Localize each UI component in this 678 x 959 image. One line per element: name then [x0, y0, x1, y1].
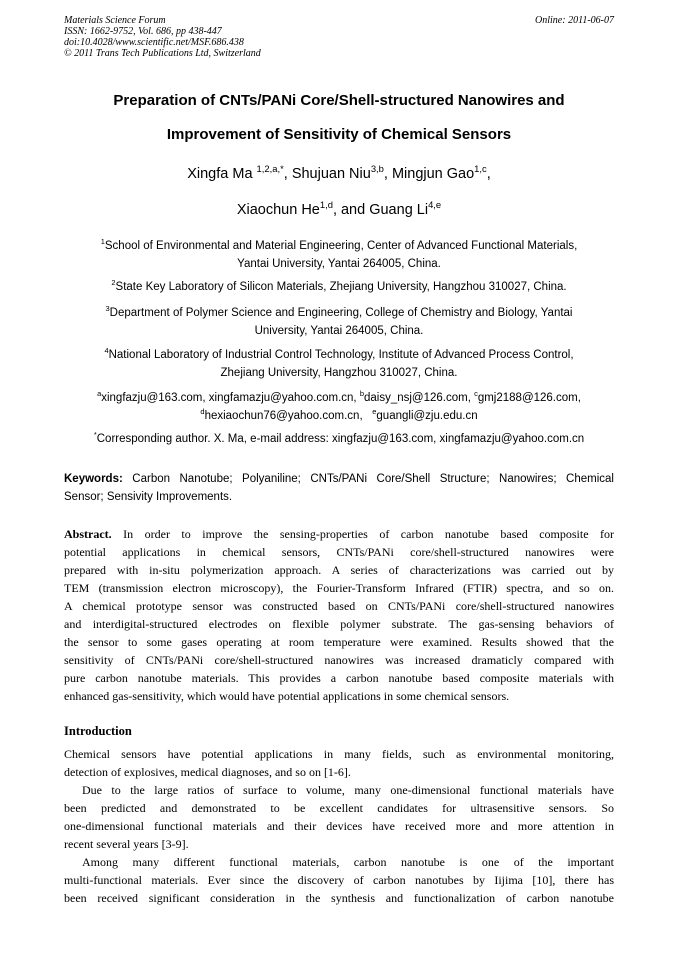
issn-line: ISSN: 1662-9752, Vol. 686, pp 438-447	[64, 26, 222, 37]
abstract-line: TEM (transmission electron microscopy), the Fourier-Transform Infrared (FTIR) spectra, and so on.	[64, 581, 614, 595]
email-superscript: c	[474, 389, 478, 399]
affiliation-4	[64, 346, 614, 382]
affiliation-text: School of Environmental and Material Engineering, Center of Advanced Functional Materials,	[104, 240, 578, 252]
introduction-paragraph-3	[64, 853, 614, 907]
paragraph-line: detection of explosives, medical diagnoses, and so on [1-6].	[64, 765, 351, 779]
affiliation-superscript: 2	[111, 278, 116, 288]
introduction-paragraph-2	[64, 781, 614, 853]
affiliation-text: Zhejiang University, Hangzhou 310027, China.	[220, 367, 458, 379]
corresponding-asterisk: *	[93, 430, 97, 440]
author-line-1	[40, 163, 638, 182]
journal-name: Materials Science Forum	[64, 15, 166, 26]
author-name: Mingjun Gao	[391, 166, 475, 182]
author-separator: ,	[283, 166, 292, 182]
abstract-line: potential applications in chemical sensors, CNTs/PANi core/shell-structured nanowires were	[64, 545, 614, 559]
keywords-text: Carbon Nanotube; Polyaniline; CNTs/PANi Core/Shell Structure; Nanowires; Chemical	[122, 473, 614, 485]
abstract-text: In order to improve the sensing-properties of carbon nanotube based composite for	[111, 527, 614, 541]
affiliation-superscript: 4	[104, 346, 109, 356]
author-superscript: 1,c	[474, 163, 487, 175]
affiliation-text: Yantai University, Yantai 264005, China.	[237, 258, 441, 270]
abstract-line: enhanced gas-sensitivity, which would have potential applications in some chemical sensors.	[64, 689, 510, 703]
affiliation-text: National Laboratory of Industrial Control Technology, Institute of Advanced Process Control,	[108, 349, 574, 361]
paragraph-line: one-dimensional functional materials and their devices have received more and more attention in	[64, 819, 614, 833]
online-date: Online: 2011-06-07	[535, 15, 614, 26]
abstract-line: sensitivity of CNTs/PANi core/shell-structured nanowires was increased dramaticly compared with	[64, 653, 614, 667]
affiliation-superscript: 3	[105, 304, 110, 314]
paragraph-line: Chemical sensors have potential applications in many fields, such as environmental monitoring,	[64, 747, 614, 761]
author-separator: ,	[383, 166, 392, 182]
abstract-line: and interdigital-structured electrodes on flexible polymer substrate. The gas-sensing behaviors of	[64, 617, 614, 631]
author-superscript: 3,b	[370, 163, 384, 175]
email-superscript: a	[97, 389, 102, 399]
paragraph-line: been predicted and demonstrated to be excellent candidates for ultrasensitive sensors. So	[64, 801, 614, 815]
author-name: Shujuan Niu	[291, 166, 371, 182]
abstract-line: pure carbon nanotube materials. This provides a carbon nanotube based composite materials with	[64, 671, 614, 685]
paper-title-line-1: Preparation of CNTs/PANi Core/Shell-structured Nanowires and	[113, 92, 565, 109]
affiliation-2	[64, 278, 614, 296]
paragraph-line: recent several years [3-9].	[64, 837, 189, 851]
copyright-line: © 2011 Trans Tech Publications Ltd, Switzerland	[64, 48, 261, 59]
paragraph-line: multi-functional materials. Ever since the discovery of carbon nanotubes by Iijima [10], there has	[64, 873, 614, 887]
abstract-line: prepared with in-situ polymerization approach. A series of characterizations was carried out by	[64, 563, 614, 577]
paragraph-line: Among many different functional materials, carbon nanotube is one of the important	[82, 855, 614, 869]
abstract-label: Abstract.	[64, 527, 112, 541]
author-separator: , and	[332, 202, 370, 218]
affiliation-3	[64, 304, 614, 340]
author-superscript: 1,2,a,*	[256, 163, 284, 175]
author-name: Xiaochun He	[236, 202, 320, 218]
corresponding-author	[64, 430, 614, 448]
email-superscript: e	[372, 407, 377, 417]
affiliation-text: State Key Laboratory of Silicon Materials, Zhejiang University, Hangzhou 310027, China.	[115, 281, 567, 293]
email-superscript: d	[200, 407, 205, 417]
author-name: Xingfa Ma	[187, 166, 253, 182]
affiliation-superscript: 1	[100, 237, 105, 247]
keywords-label: Keywords:	[64, 473, 123, 485]
doi-line: doi:10.4028/www.scientific.net/MSF.686.438	[64, 37, 244, 48]
author-line-2	[40, 199, 638, 218]
author-superscript: 4,e	[428, 199, 442, 211]
introduction-heading: Introduction	[64, 724, 132, 738]
affiliation-text: University, Yantai 264005, China.	[254, 325, 424, 337]
email-text: xingfazju@163.com, xingfamazju@yahoo.com.cn,	[101, 392, 360, 404]
email-text: guangli@zju.edu.cn	[376, 410, 478, 422]
paragraph-line: been received significant consideration in the synthesis and functionalization of carbon nanotube	[64, 891, 614, 905]
author-name: Guang Li	[369, 202, 429, 218]
abstract-line: A chemical prototype sensor was constructed based on CNTs/PANi core/shell-structured nanowires	[64, 599, 614, 613]
author-superscript: 1,d	[319, 199, 333, 211]
keywords-text: Sensor; Sensivity Improvements.	[64, 491, 233, 503]
email-superscript: b	[359, 389, 364, 399]
author-separator: ,	[486, 166, 491, 182]
email-text: gmj2188@126.com,	[477, 392, 581, 404]
email-block	[64, 389, 614, 425]
paper-title-line-2: Improvement of Sensitivity of Chemical Sensors	[166, 126, 512, 143]
keywords-block	[64, 470, 614, 506]
corresponding-text: Corresponding author. X. Ma, e-mail address: xingfazju@163.com, xingfamazju@yahoo.com.cn	[96, 433, 585, 445]
affiliation-1	[64, 237, 614, 273]
paragraph-line: Due to the large ratios of surface to volume, many one-dimensional functional materials have	[82, 783, 614, 797]
abstract-line: the sensor to some gases operating at room temperature were examined. Results showed that the	[64, 635, 614, 649]
email-text: hexiaochun76@yahoo.com.cn,	[204, 410, 363, 422]
affiliation-text: Department of Polymer Science and Engineering, College of Chemistry and Biology, Yantai	[109, 307, 573, 319]
email-text: daisy_nsj@126.com,	[363, 392, 475, 404]
journal-header	[64, 15, 614, 59]
abstract-block	[64, 525, 614, 705]
introduction-paragraph-1	[64, 745, 614, 781]
